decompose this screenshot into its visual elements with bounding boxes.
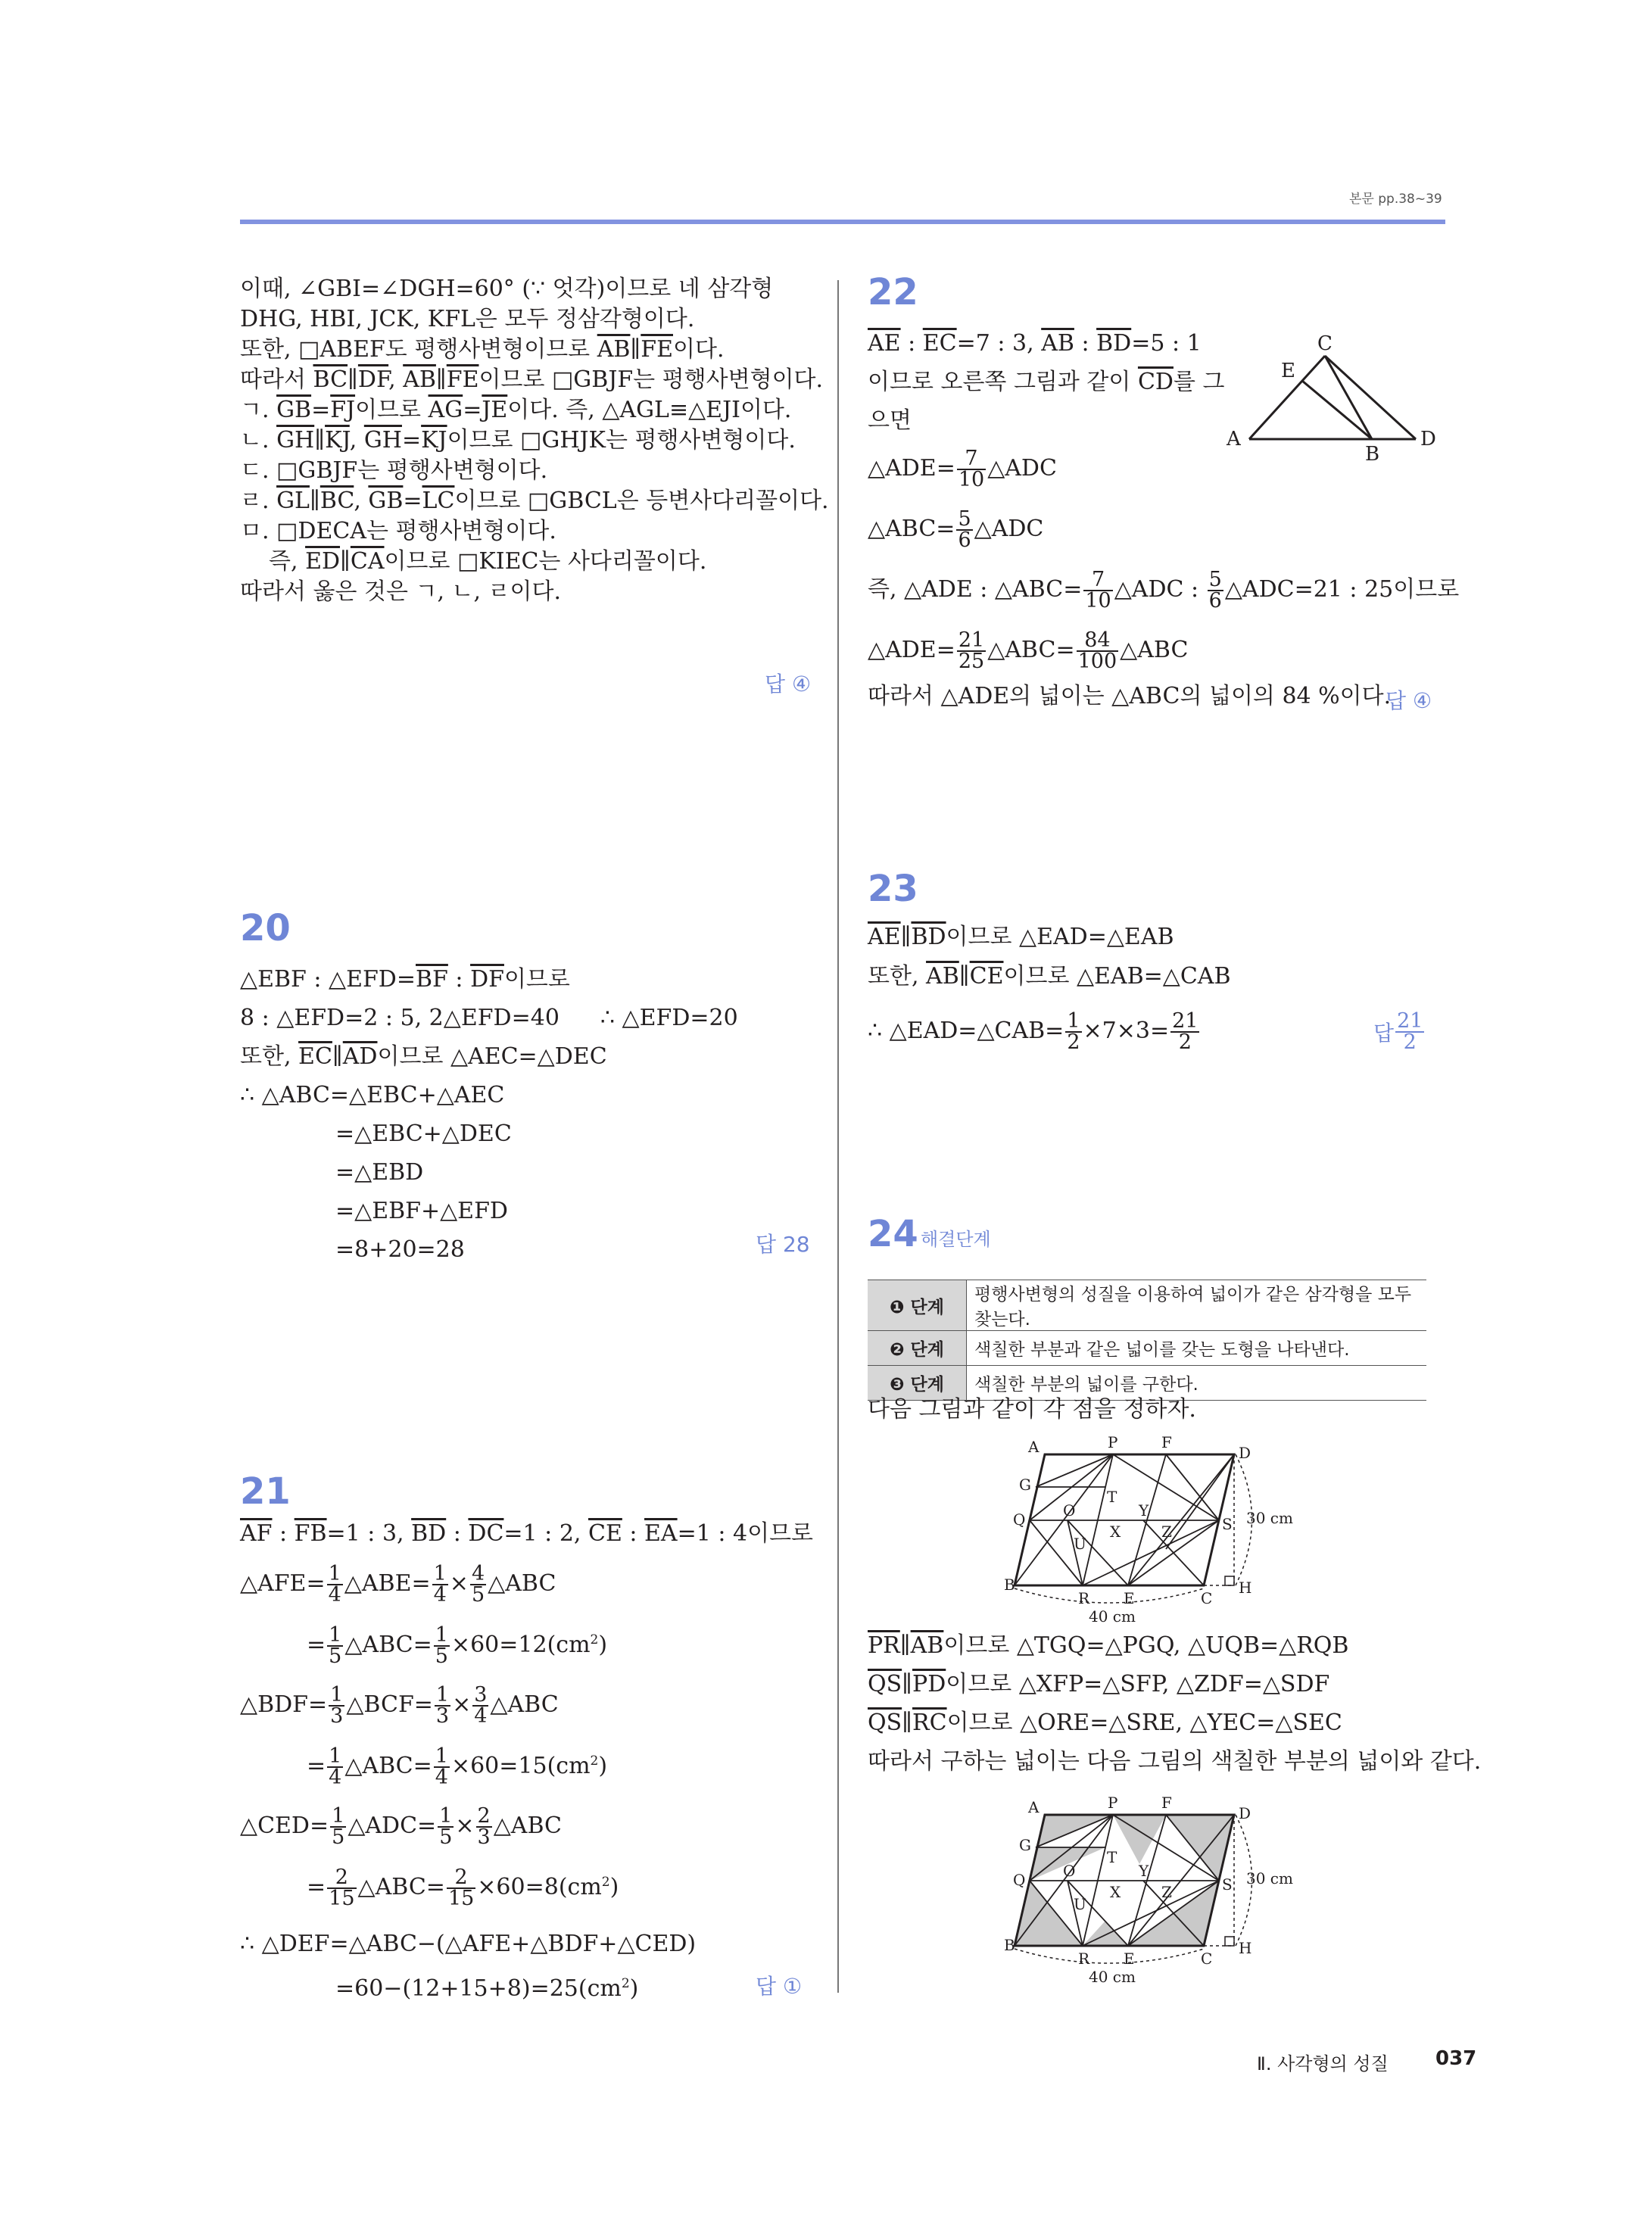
text-line: 따라서 옳은 것은 ㄱ, ㄴ, ㄹ이다.: [240, 578, 562, 605]
steps-table: [868, 1280, 1426, 1401]
label-t: T: [1107, 1848, 1117, 1866]
solution-21-ratios: $\overline{AF}$ : $\overline{FB}=1$ : 3, $\overline{BD}$ : $\overline{DC}=1$ : 2, $\overline{CE}$ : $\overline{EA}=1$ : 4이므로: [240, 1520, 814, 1547]
text-line: =△EBD: [335, 1159, 424, 1186]
solution-20: [240, 960, 738, 1269]
text-line: $\overline{QS}\parallel\overline{RC}$이므로 △ORE=△SRE, △YEC=△SEC: [868, 1710, 1342, 1736]
text-line: DHG, HBI, JCK, KFL은 모두 정삼각형이다.: [240, 306, 695, 332]
text-line: 또한, $\overline{AB}\parallel\overline{CE}$이므로 △EAB=△CAB: [868, 963, 1231, 990]
label-y: Y: [1139, 1501, 1149, 1520]
label-s: S: [1222, 1875, 1233, 1894]
label-e: E: [1124, 1950, 1135, 1968]
answer-label: 답 $\frac{21}{2}$: [1373, 1009, 1423, 1054]
text-line: ㄴ. $\overline{GH}\parallel\overline{KJ}$, $\overline{GH}=\overline{KJ}$이므로 □GHJK는 평행사변형이다.: [240, 427, 796, 454]
text-line: 으면: [868, 407, 912, 434]
text-line: $\overline{AE}$ : $\overline{EC}=7$ : 3, $\overline{AB}$ : $\overline{BD}=5$ : 1: [868, 330, 1202, 357]
page-number: 037: [1435, 2047, 1477, 2070]
solution-19-continued: [240, 274, 829, 607]
equation-def: ∴ △DEF=△ABC−(△AFE+△BDF+△CED): [240, 1931, 697, 1957]
label-b: B: [1365, 443, 1380, 466]
length-label-base: 40 cm: [1089, 1607, 1136, 1626]
segment-cb: [1325, 356, 1372, 439]
text-line: 이때, ∠GBI=∠DGH=60° (∵ 엇각)이므로 네 삼각형: [240, 276, 774, 302]
text-line: ㄷ. □GBJF는 평행사변형이다.: [240, 457, 548, 484]
text-line: $\overline{AE}\parallel\overline{BD}$이므로 △EAD=△EAB: [868, 924, 1174, 950]
length-label-height: 30 cm: [1246, 1869, 1293, 1887]
equation-abc: △ABC= $\frac{5}{6}$ △ADC: [868, 507, 1044, 552]
label-x: X: [1110, 1883, 1121, 1901]
chapter-title: Ⅱ. 사각형의 성질: [1257, 2053, 1389, 2074]
label-h: H: [1239, 1579, 1252, 1597]
label-o: O: [1063, 1501, 1076, 1520]
label-x: X: [1110, 1523, 1121, 1541]
label-e: E: [1281, 360, 1295, 382]
step-text: 색칠한 부분의 넓이를 구한다.: [967, 1366, 1427, 1401]
text-line: 이므로 오른쪽 그림과 같이 $\overline{CD}$를 그: [868, 369, 1225, 395]
label-q: Q: [1013, 1871, 1026, 1889]
label-t: T: [1107, 1488, 1117, 1506]
label-f: F: [1161, 1433, 1172, 1451]
text-line: =8+20=28: [335, 1236, 465, 1263]
question-number-21: 21: [240, 1470, 291, 1513]
label-u: U: [1074, 1895, 1086, 1913]
equation-ead: ∴ △EAD=△CAB= $\frac{1}{2}$ ×7×3= $\frac{21}{2}$: [868, 1009, 1198, 1054]
answer-label: 답 ①: [756, 1974, 803, 1999]
label-a: A: [1028, 1438, 1040, 1456]
text-line: $\overline{PR}\parallel\overline{AB}$이므로 △TGQ=△PGQ, △UQB=△RQB: [868, 1632, 1349, 1659]
text-line: $\overline{QS}\parallel\overline{PD}$이므로 △XFP=△SFP, △ZDF=△SDF: [868, 1671, 1330, 1697]
text-line: 8 : △EFD=2 : 5, 2△EFD=40 ∴ △EFD=20: [240, 1005, 738, 1031]
question-number-20: 20: [240, 907, 291, 949]
text-line: =△EBF+△EFD: [335, 1198, 508, 1224]
text-line: ∴ △ABC=△EBC+△AEC: [240, 1082, 505, 1108]
question-number-23: 23: [868, 868, 918, 910]
length-label-base: 40 cm: [1089, 1968, 1136, 1986]
question-number-22: 22: [868, 271, 918, 313]
text-line: 따라서 $\overline{BC}\parallel\overline{DF}$, $\overline{AB}\parallel\overline{FE}$이므로 □GBJF는 평행사변형이다.: [240, 366, 824, 393]
label-g: G: [1019, 1836, 1031, 1854]
column-divider: [837, 280, 839, 1993]
label-r: R: [1078, 1589, 1090, 1607]
text-line: ㄱ. $\overline{GB}=\overline{FJ}$이므로 $\overline{AG}=\overline{JE}$이다. 즉, △AGL≡△EJI이다.: [240, 397, 792, 423]
solution-24-relations: [868, 1626, 1481, 1781]
label-e: E: [1124, 1589, 1135, 1607]
text-line: 따라서 구하는 넓이는 다음 그림의 색칠한 부분의 넓이와 같다.: [868, 1748, 1482, 1775]
answer-label: 답 ④: [765, 672, 812, 697]
label-a: A: [1227, 428, 1241, 450]
label-r: R: [1078, 1950, 1090, 1968]
label-h: H: [1239, 1939, 1252, 1957]
text-line: 다음 그림과 같이 각 점을 정하자.: [868, 1396, 1196, 1423]
label-z: Z: [1161, 1883, 1172, 1901]
text-line: ㄹ. $\overline{GL}\parallel\overline{BC}$, $\overline{GB}=\overline{LC}$이므로 □GBCL은 등변사다리꼴이다.: [240, 488, 829, 514]
equation-ced: △CED= $\frac{1}{5}$ △ADC= $\frac{1}{5}$ × $\frac{2}{3}$ △ABC: [240, 1804, 563, 1849]
equation-afe: △AFE= $\frac{1}{4}$ △ABE= $\frac{1}{4}$ × $\frac{4}{5}$ △ABC: [240, 1562, 556, 1607]
label-d: D: [1420, 428, 1436, 450]
table-row: [868, 1331, 1426, 1366]
label-c: C: [1201, 1950, 1213, 1968]
equation-ced-value: = $\frac{2}{15}$ △ABC= $\frac{2}{15}$ $\times 60=8(cm^2)$: [307, 1866, 619, 1910]
shaded-region: [1113, 1815, 1166, 1864]
page-reference: 본문 pp.38~39: [1349, 192, 1442, 207]
equation-def-value: $=60-(12+15+8)=25(cm^2)$: [335, 1975, 639, 2002]
base-arc: [1015, 1949, 1204, 1963]
label-p: P: [1108, 1433, 1118, 1451]
solution-22-intro: [868, 324, 1224, 440]
segment-rs: [1083, 1520, 1219, 1585]
shaded-region: [1015, 1881, 1083, 1946]
step-text: 색칠한 부분과 같은 넓이를 갖는 도형을 나타낸다.: [967, 1331, 1427, 1366]
text-line: 따라서 △ADE의 넓이는 △ABC의 넓이의 84 %이다.: [868, 683, 1392, 709]
solution-steps-title: 해결단계: [921, 1229, 991, 1250]
right-angle-mark: [1225, 1937, 1234, 1946]
answer-label: 답 ④: [1385, 688, 1432, 713]
parallelogram-figure-2-shaded: [1004, 1794, 1295, 1986]
label-y: Y: [1139, 1862, 1149, 1880]
label-b: B: [1004, 1576, 1015, 1594]
segment-ps: [1113, 1454, 1219, 1520]
step-label: ❷ 단계: [868, 1331, 967, 1366]
equation-ratio: 즉, △ADE : △ABC= $\frac{7}{10}$ △ADC : $\frac{5}{6}$ △ADC=21 : 25이므로: [868, 568, 1460, 613]
segment-cd: [1325, 356, 1416, 439]
table-row: [868, 1280, 1426, 1331]
text-line: =△EBC+△DEC: [335, 1121, 512, 1147]
equation-ade-abc: △ADE= $\frac{21}{25}$ △ABC= $\frac{84}{100}$ △ABC: [868, 628, 1189, 673]
label-o: O: [1063, 1862, 1076, 1880]
label-b: B: [1004, 1936, 1015, 1954]
step-label: ❸ 단계: [868, 1366, 967, 1401]
label-d: D: [1239, 1804, 1251, 1822]
label-z: Z: [1161, 1523, 1172, 1541]
label-a: A: [1028, 1798, 1040, 1816]
label-c: C: [1317, 332, 1333, 355]
parallelogram-figure-1: [1004, 1433, 1295, 1626]
label-p: P: [1108, 1794, 1118, 1812]
step-label: ❶ 단계: [868, 1280, 967, 1331]
label-d: D: [1239, 1444, 1251, 1462]
label-f: F: [1161, 1794, 1172, 1812]
step-text: 평행사변형의 성질을 이용하여 넓이가 같은 삼각형을 모두 찾는다.: [967, 1280, 1427, 1331]
shaded-region: [1166, 1815, 1234, 1881]
label-s: S: [1222, 1515, 1233, 1533]
answer-label: 답 28: [756, 1232, 810, 1257]
length-label-height: 30 cm: [1246, 1509, 1293, 1527]
question-number-24: 24: [868, 1213, 918, 1255]
text-line: 또한, $\overline{EC}\parallel\overline{AD}$이므로 △AEC=△DEC: [240, 1043, 607, 1070]
right-angle-mark: [1225, 1576, 1234, 1585]
equation-bdf-value: = $\frac{1}{4}$ △ABC= $\frac{1}{4}$ $\times 60=15(cm^2)$: [307, 1744, 608, 1789]
equation-ade: △ADE= $\frac{7}{10}$ △ADC: [868, 447, 1057, 491]
triangle-figure-22: [1211, 327, 1438, 466]
text-line: 즉, $\overline{ED}\parallel\overline{CA}$이므로 □KIEC는 사다리꼴이다.: [269, 548, 707, 575]
solution-23: [868, 918, 1231, 996]
text-line: ㅁ. □DECA는 평행사변형이다.: [240, 518, 556, 544]
header-rule: [240, 220, 1445, 224]
text-line: 또한, □ABEF도 평행사변형이므로 $\overline{AB}\parallel\overline{FE}$이다.: [240, 336, 725, 363]
label-q: Q: [1013, 1510, 1026, 1529]
label-c: C: [1201, 1589, 1213, 1607]
equation-afe-value: = $\frac{1}{5}$ △ABC= $\frac{1}{5}$ $\times 60=12(cm^2)$: [307, 1623, 608, 1668]
text-line: △EBF : $\triangle EFD=\overline{BF}$ : $\overline{DF}$이므로: [240, 966, 570, 993]
label-g: G: [1019, 1476, 1031, 1494]
base-arc: [1015, 1588, 1204, 1603]
equation-bdf: △BDF= $\frac{1}{3}$ △BCF= $\frac{1}{3}$ × $\frac{3}{4}$ △ABC: [240, 1683, 559, 1728]
label-u: U: [1074, 1535, 1086, 1553]
